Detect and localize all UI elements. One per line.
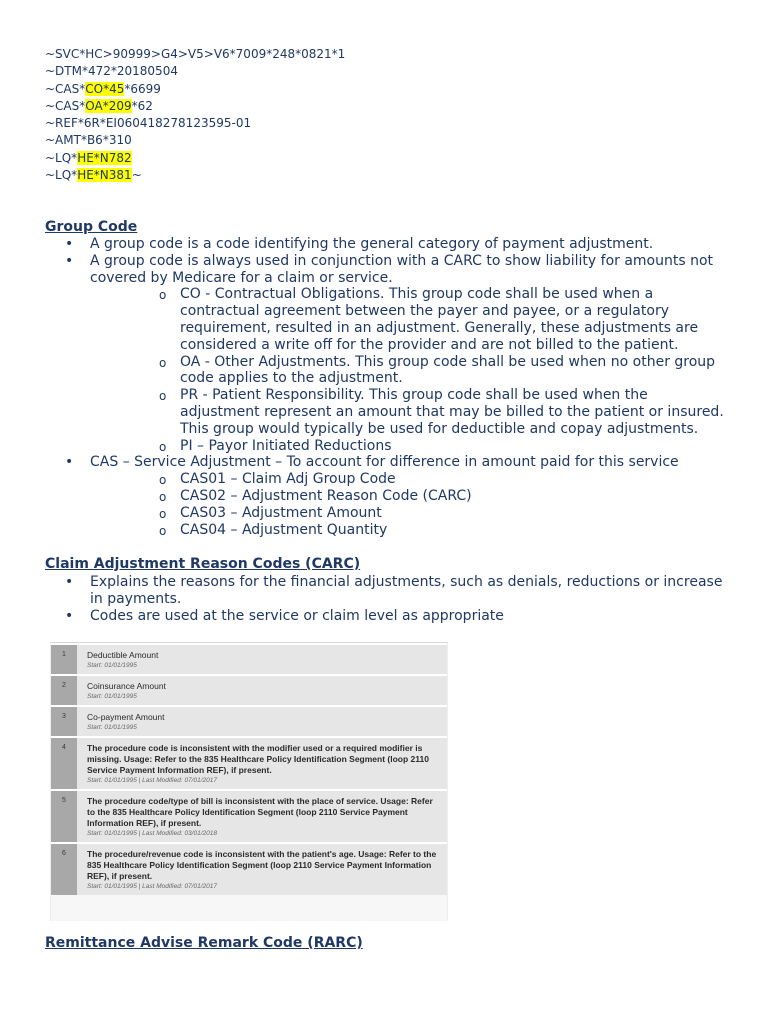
highlighted-code: CO*45 bbox=[85, 81, 125, 96]
edi-line bbox=[45, 150, 345, 167]
table-row bbox=[51, 842, 447, 895]
reason-code-number: 1 bbox=[51, 645, 77, 674]
table-row bbox=[51, 643, 447, 674]
sub-list-item bbox=[90, 471, 725, 488]
edi-line bbox=[45, 132, 345, 149]
sub-list-item-text: PR - Patient Responsibility. This group code shall be used when the adjustment represent an amount that may be billed to the patient or insured. This group would typically be used for deductible and copay adjustments. bbox=[180, 387, 724, 437]
circle-bullet-icon: o bbox=[159, 288, 167, 303]
bullet-icon: • bbox=[65, 252, 74, 269]
table-row bbox=[51, 789, 447, 842]
list-item-text: A group code is always used in conjunction with a CARC to show liability for amounts not covered by Medicare for a claim or service. bbox=[90, 252, 714, 286]
edi-line bbox=[45, 98, 345, 115]
list-item bbox=[45, 253, 725, 455]
rarc-heading: Remittance Advise Remark Code (RARC) bbox=[45, 935, 363, 951]
reason-code-body bbox=[77, 707, 447, 736]
edi-text: ~ bbox=[131, 168, 142, 183]
circle-bullet-icon: o bbox=[159, 473, 167, 488]
edi-text: ~LQ* bbox=[45, 150, 78, 165]
edi-text: ~AMT*B6*310 bbox=[45, 133, 132, 148]
reason-code-number: 6 bbox=[51, 844, 77, 895]
sub-list-item bbox=[90, 438, 725, 455]
sub-list-item bbox=[90, 286, 725, 353]
table-row bbox=[51, 674, 447, 705]
table-row bbox=[51, 736, 447, 789]
bullet-list bbox=[45, 236, 725, 538]
reason-code-description: Coinsurance Amount bbox=[87, 681, 166, 691]
bullet-icon: • bbox=[65, 454, 74, 471]
sub-list-item bbox=[90, 505, 725, 522]
reason-code-description: Deductible Amount bbox=[87, 650, 159, 660]
sub-list-item-text: PI – Payor Initiated Reductions bbox=[180, 437, 392, 454]
table-row bbox=[51, 705, 447, 736]
reason-code-body bbox=[77, 738, 447, 789]
reason-code-body bbox=[77, 791, 447, 842]
group-code-heading: Group Code bbox=[45, 219, 138, 235]
list-item bbox=[45, 454, 725, 538]
reason-code-dates: Start: 01/01/1995 | Last Modified: 07/01/2017 bbox=[87, 777, 217, 784]
sub-list bbox=[90, 286, 725, 454]
edi-text: *6699 bbox=[124, 81, 161, 96]
reason-code-number: 3 bbox=[51, 707, 77, 736]
edi-line bbox=[45, 63, 345, 80]
edi-text: ~LQ* bbox=[45, 168, 78, 183]
reason-code-number: 5 bbox=[51, 791, 77, 842]
sub-list-item-text: CAS01 – Claim Adj Group Code bbox=[180, 471, 396, 488]
group-code-list bbox=[45, 236, 725, 538]
list-item-text: A group code is a code identifying the general category of payment adjustment. bbox=[90, 236, 654, 252]
carc-code-table bbox=[50, 642, 448, 921]
highlighted-code: OA*209 bbox=[85, 98, 132, 113]
list-item bbox=[45, 608, 725, 625]
sub-list-item-text: CAS03 – Adjustment Amount bbox=[180, 504, 382, 521]
reason-code-number: 4 bbox=[51, 738, 77, 789]
reason-code-dates: Start: 01/01/1995 bbox=[87, 724, 137, 731]
list-item bbox=[45, 574, 725, 608]
edi-line bbox=[45, 115, 345, 132]
circle-bullet-icon: o bbox=[159, 489, 167, 504]
list-item-text: Explains the reasons for the financial adjustments, such as denials, reductions or increase in payments. bbox=[90, 574, 723, 607]
sub-list-item-text: CAS04 – Adjustment Quantity bbox=[180, 521, 388, 538]
bullet-icon: • bbox=[65, 607, 74, 624]
circle-bullet-icon: o bbox=[159, 389, 167, 404]
reason-code-body bbox=[77, 676, 447, 705]
edi-text: ~SVC*HC>90999>G4>V5>V6*7009*248*0821*1 bbox=[45, 47, 346, 61]
reason-code-dates: Start: 01/01/1995 bbox=[87, 662, 137, 669]
sub-list-item-text: CAS02 – Adjustment Reason Code (CARC) bbox=[180, 487, 472, 504]
carc-list bbox=[45, 574, 725, 624]
edi-text: ~CAS* bbox=[45, 98, 86, 113]
list-item bbox=[45, 236, 725, 253]
carc-heading: Claim Adjustment Reason Codes (CARC) bbox=[45, 556, 361, 572]
edi-text: ~CAS* bbox=[45, 81, 86, 96]
highlighted-code: HE*N381 bbox=[77, 168, 132, 183]
edi-text: *62 bbox=[131, 98, 153, 113]
circle-bullet-icon: o bbox=[159, 506, 167, 521]
reason-code-body bbox=[77, 844, 447, 895]
edi-text: ~REF*6R*EI060418278123595-01 bbox=[45, 116, 252, 131]
circle-bullet-icon: o bbox=[159, 523, 167, 538]
reason-code-number: 2 bbox=[51, 676, 77, 705]
edi-line bbox=[45, 167, 345, 184]
reason-code-description: Co-payment Amount bbox=[87, 712, 165, 722]
sub-list-item bbox=[90, 522, 725, 539]
edi-line bbox=[45, 46, 345, 63]
bullet-icon: • bbox=[65, 574, 74, 590]
circle-bullet-icon: o bbox=[159, 355, 167, 370]
sub-list-item bbox=[90, 354, 725, 388]
reason-code-dates: Start: 01/01/1995 bbox=[87, 693, 137, 700]
reason-code-dates: Start: 01/01/1995 | Last Modified: 07/01/2017 bbox=[87, 883, 217, 890]
reason-code-description: The procedure code/type of bill is inconsistent with the place of service. Usage: Refer to the 835 Healthcare Policy Identification Segment (loop 2110 Service Payment Information REF), if present. bbox=[87, 796, 433, 828]
sub-list bbox=[90, 471, 725, 538]
edi-line bbox=[45, 81, 345, 98]
reason-code-description: The procedure code is inconsistent with the modifier used or a required modifier is missing. Usage: Refer to the 835 Healthcare Policy Identification Segment (loop 2110 Service Payment Information REF), if present. bbox=[87, 743, 429, 775]
bullet-icon: • bbox=[65, 236, 74, 252]
sub-list-item-text: OA - Other Adjustments. This group code shall be used when no other group code applies to the adjustment. bbox=[180, 353, 716, 387]
sub-list-item bbox=[90, 387, 725, 437]
reason-code-body bbox=[77, 645, 447, 674]
edi-text: ~DTM*472*20180504 bbox=[45, 64, 178, 79]
list-item-text: Codes are used at the service or claim level as appropriate bbox=[90, 607, 504, 624]
reason-code-description: The procedure/revenue code is inconsistent with the patient's age. Usage: Refer to the 835 Healthcare Policy Identification Segment (loop 2110 Service Payment Information REF), if present. bbox=[87, 849, 437, 881]
sub-list-item-text: CO - Contractual Obligations. This group code shall be used when a contractual agreement between the payer and payee, or a regulatory requirement, resulted in an adjustment. Generally, these adjustments are considered a write off for the provider and are not billed to the patient. bbox=[180, 286, 699, 353]
highlighted-code: HE*N782 bbox=[77, 150, 132, 165]
bullet-list bbox=[45, 574, 725, 624]
circle-bullet-icon: o bbox=[159, 439, 167, 454]
edi-segment-block bbox=[45, 46, 345, 184]
sub-list-item bbox=[90, 488, 725, 505]
list-item-text: CAS – Service Adjustment – To account for difference in amount paid for this service bbox=[90, 454, 679, 471]
reason-code-dates: Start: 01/01/1995 | Last Modified: 03/01/2018 bbox=[87, 830, 217, 837]
